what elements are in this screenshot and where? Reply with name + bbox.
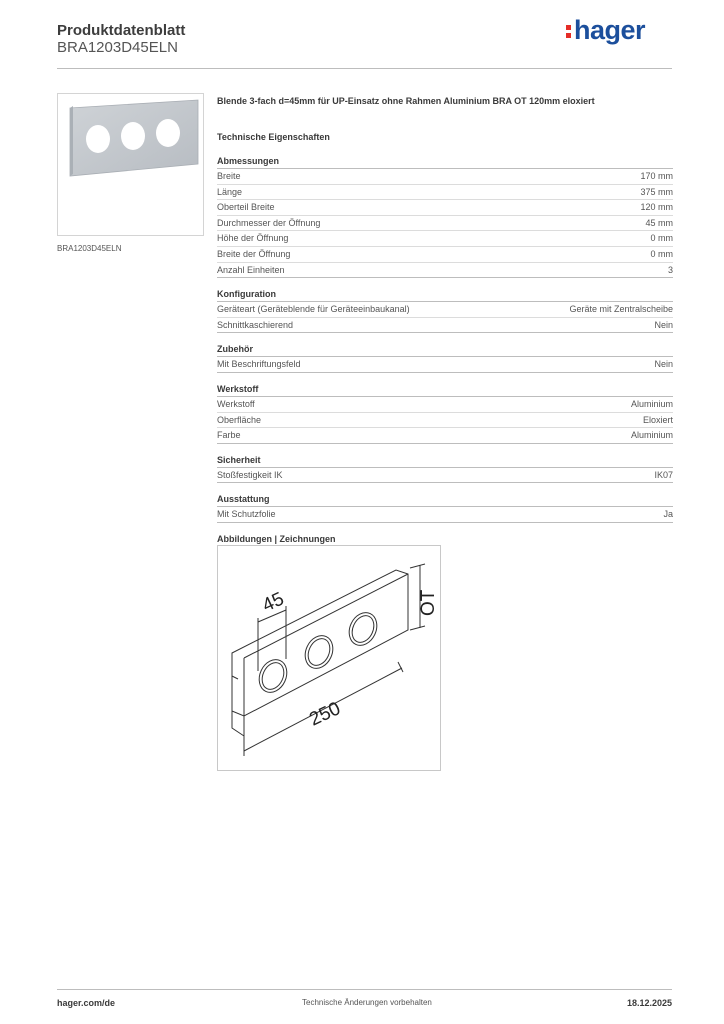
section-abmessungen [217, 156, 673, 278]
footer-website: hager.com/de [57, 998, 116, 1008]
technical-drawing [217, 545, 441, 771]
footer-divider [57, 989, 672, 990]
section-ausstattung [217, 494, 673, 523]
table-row: Schnittkaschierend Nein [217, 318, 673, 334]
footer-date: 18.12.2025 [626, 998, 672, 1008]
images-title: Abbildungen | Zeichnungen [217, 533, 336, 544]
section-sicherheit [217, 455, 673, 484]
table-row: Mit Schutzfolie Ja [217, 507, 673, 523]
logo-dots-icon [566, 22, 572, 41]
table-row: Breite 170 mm [217, 169, 673, 185]
logo-text: hager [574, 15, 646, 45]
table-row: Oberteil Breite 120 mm [217, 200, 673, 216]
table-row: Farbe Aluminium [217, 428, 673, 444]
document-title: Produktdatenblatt [57, 22, 186, 39]
section-title: Konfiguration [217, 289, 673, 302]
table-row: Mit Beschriftungsfeld Nein [217, 357, 673, 373]
section-werkstoff [217, 384, 673, 444]
product-image [57, 93, 204, 236]
section-konfiguration [217, 289, 673, 333]
section-title: Zubehör [217, 344, 673, 357]
table-row: Stoßfestigkeit IK IK07 [217, 468, 673, 484]
table-row: Durchmesser der Öffnung 45 mm [217, 216, 673, 232]
table-row: Höhe der Öffnung 0 mm [217, 231, 673, 247]
table-row: Länge 375 mm [217, 185, 673, 201]
product-photo-icon [58, 94, 203, 235]
footer-notice: Technische Änderungen vorbehalten [302, 998, 432, 1007]
table-row: Anzahl Einheiten 3 [217, 263, 673, 279]
table-row: Werkstoff Aluminium [217, 397, 673, 413]
hager-logo [566, 15, 645, 46]
section-title: Sicherheit [217, 455, 673, 468]
product-data [217, 96, 673, 544]
technical-properties-title: Technische Eigenschaften [217, 132, 330, 142]
dimension-length-label: 250 [306, 698, 344, 731]
section-zubehoer [217, 344, 673, 373]
header-divider [57, 68, 672, 69]
table-row: Oberfläche Eloxiert [217, 413, 673, 429]
table-row: Geräteart (Geräteblende für Geräteeinbaukanal) Geräte mit Zentralscheibe [217, 302, 673, 318]
dimension-height-label: OT [418, 589, 439, 616]
section-title: Ausstattung [217, 494, 673, 507]
table-row: Breite der Öffnung 0 mm [217, 247, 673, 263]
product-code: BRA1203D45ELN [57, 39, 178, 56]
drawing-svg [218, 546, 440, 770]
product-description: Blende 3-fach d=45mm für UP-Einsatz ohne Rahmen Aluminium BRA OT 120mm eloxiert [217, 96, 595, 106]
product-image-caption: BRA1203D45ELN [57, 244, 122, 253]
section-title: Werkstoff [217, 384, 673, 397]
section-title: Abmessungen [217, 156, 673, 169]
dimension-diameter-label: 45 [259, 588, 288, 617]
